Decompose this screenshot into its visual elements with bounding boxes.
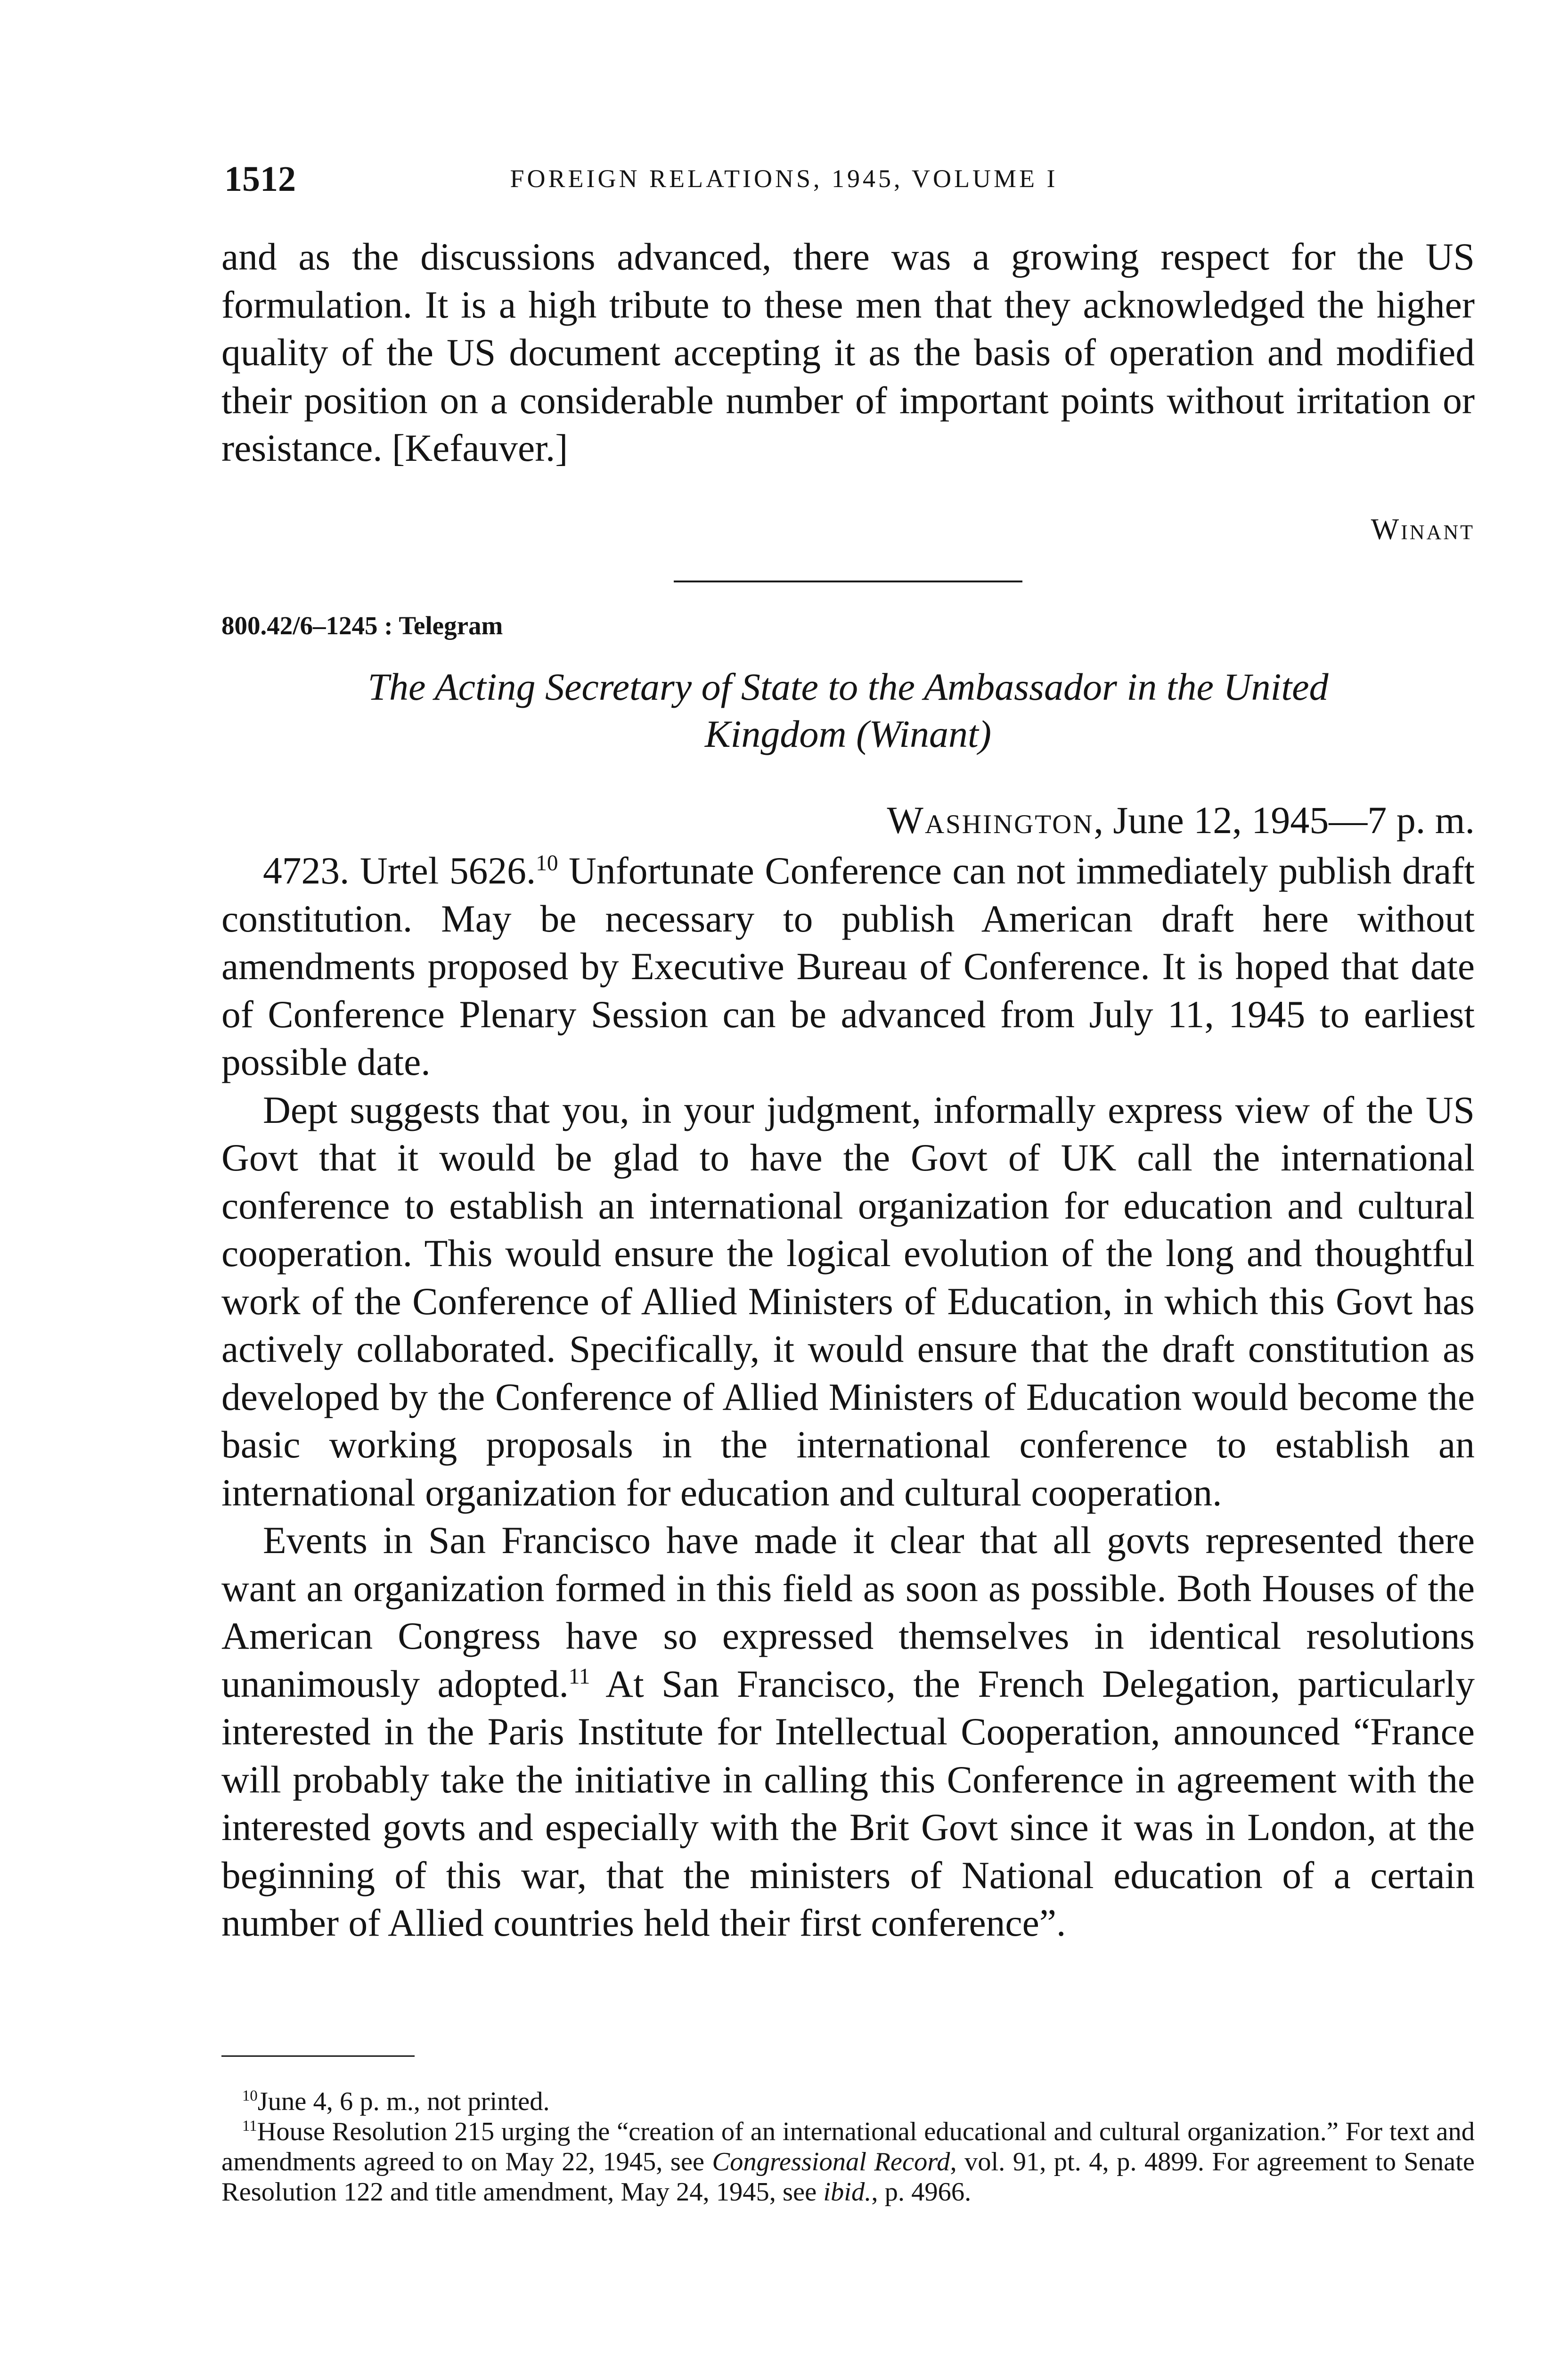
- dateline-date: , June 12, 1945—7 p. m.: [1094, 799, 1475, 842]
- page-number: 1512: [224, 159, 296, 199]
- footnote-10-marker: 10: [242, 2087, 258, 2105]
- paragraph-3-lead: Events in San Francisco have made it clear that all govts represented there want an organization formed in this field as soon as possible. Both Houses of the American Congress have so expressed themselves in identical resolutions unanimously adopted.: [221, 1519, 1475, 1705]
- footnote-11-text-c: , vol. 91, pt. 4, p. 4899. For agreement to Senate Resolution 122 and title amendment, May 24, 1945, see: [221, 2147, 1475, 2207]
- footnote-11-marker: 11: [242, 2118, 257, 2135]
- section-divider: [674, 581, 1022, 582]
- footnote-ref-11: 11: [568, 1664, 590, 1689]
- footnote-11-text-e: , p. 4966.: [871, 2177, 972, 2207]
- document-title: [221, 663, 1475, 758]
- footnote-10: [221, 2086, 1475, 2117]
- footnote-10-text: June 4, 6 p. m., not printed.: [257, 2087, 550, 2116]
- paragraph-1: [221, 847, 1475, 1086]
- continuation-paragraph: and as the discussions advanced, there was a growing respect for the US formulation. It is a high tribute to these men that they acknowledged the higher quality of the US document accepting it as the basis of operation and modified their position on a considerable number of important points without irritation or resistance. [Kefauver.]: [221, 235, 1475, 469]
- footnote-11-source: Congressional Record: [712, 2147, 950, 2176]
- paragraph-1-text: Unfortunate Conference can not immediately publish draft constitution. May be necessary to publish American draft here without amendments proposed by Executive Bureau of Conference. It is hoped that date of Conference Plenary Session can be advanced from July 11, 1945 to earliest possible date.: [221, 849, 1475, 1083]
- footnotes: [221, 2086, 1475, 2207]
- footnote-11: [221, 2117, 1475, 2207]
- paragraph-3: [221, 1516, 1475, 1947]
- paragraph-3-text: At San Francisco, the French Delegation, particularly interested in the Paris Institute for Intellectual Cooperation, announced “France will probably take the initiative in calling this Conference in agreement with the interested govts and especially with the Brit Govt since it was in London, at the beginning of this war, that the ministers of National education of a certain number of Allied countries held their first conference”.: [221, 1662, 1475, 1944]
- continuation-block: [221, 233, 1475, 472]
- dateline-place: Washington: [887, 799, 1094, 842]
- running-head: FOREIGN RELATIONS, 1945, VOLUME I: [510, 164, 1058, 193]
- footnote-11-text-a: House Resolution 215 urging the “creation of an international educational and cultural organization.” For text and amendments agreed to on May 22, 1945, see: [221, 2117, 1475, 2176]
- paragraph-2: Dept suggests that you, in your judgment, informally express view of the US Govt that it would be glad to have the Govt of UK call the international conference to establish an international organization for education and cultural cooperation. This would ensure the logical evolution of the long and thoughtful work of the Conference of Allied Ministers of Education, in which this Govt has actively collaborated. Specifically, it would ensure that the draft constitution as developed by the Conference of Allied Ministers of Education would become the basic working proposals in the international conference to establish an international organization for education and cultural cooperation.: [221, 1088, 1475, 1514]
- paragraph-1-lead: 4723. Urtel 5626.: [263, 849, 536, 892]
- footnote-11-ibid: ibid.: [823, 2177, 872, 2207]
- footnote-divider: [221, 2055, 415, 2057]
- document-title-line-2: Kingdom (Winant): [704, 712, 992, 755]
- file-number: 800.42/6–1245 : Telegram: [221, 611, 503, 640]
- document-title-line-1: The Acting Secretary of State to the Ambassador in the United: [368, 665, 1329, 708]
- telegram-body: [221, 847, 1475, 1947]
- dateline: [887, 801, 1475, 840]
- signature-winant: Winant: [1371, 513, 1475, 546]
- footnote-ref-10: 10: [536, 851, 558, 875]
